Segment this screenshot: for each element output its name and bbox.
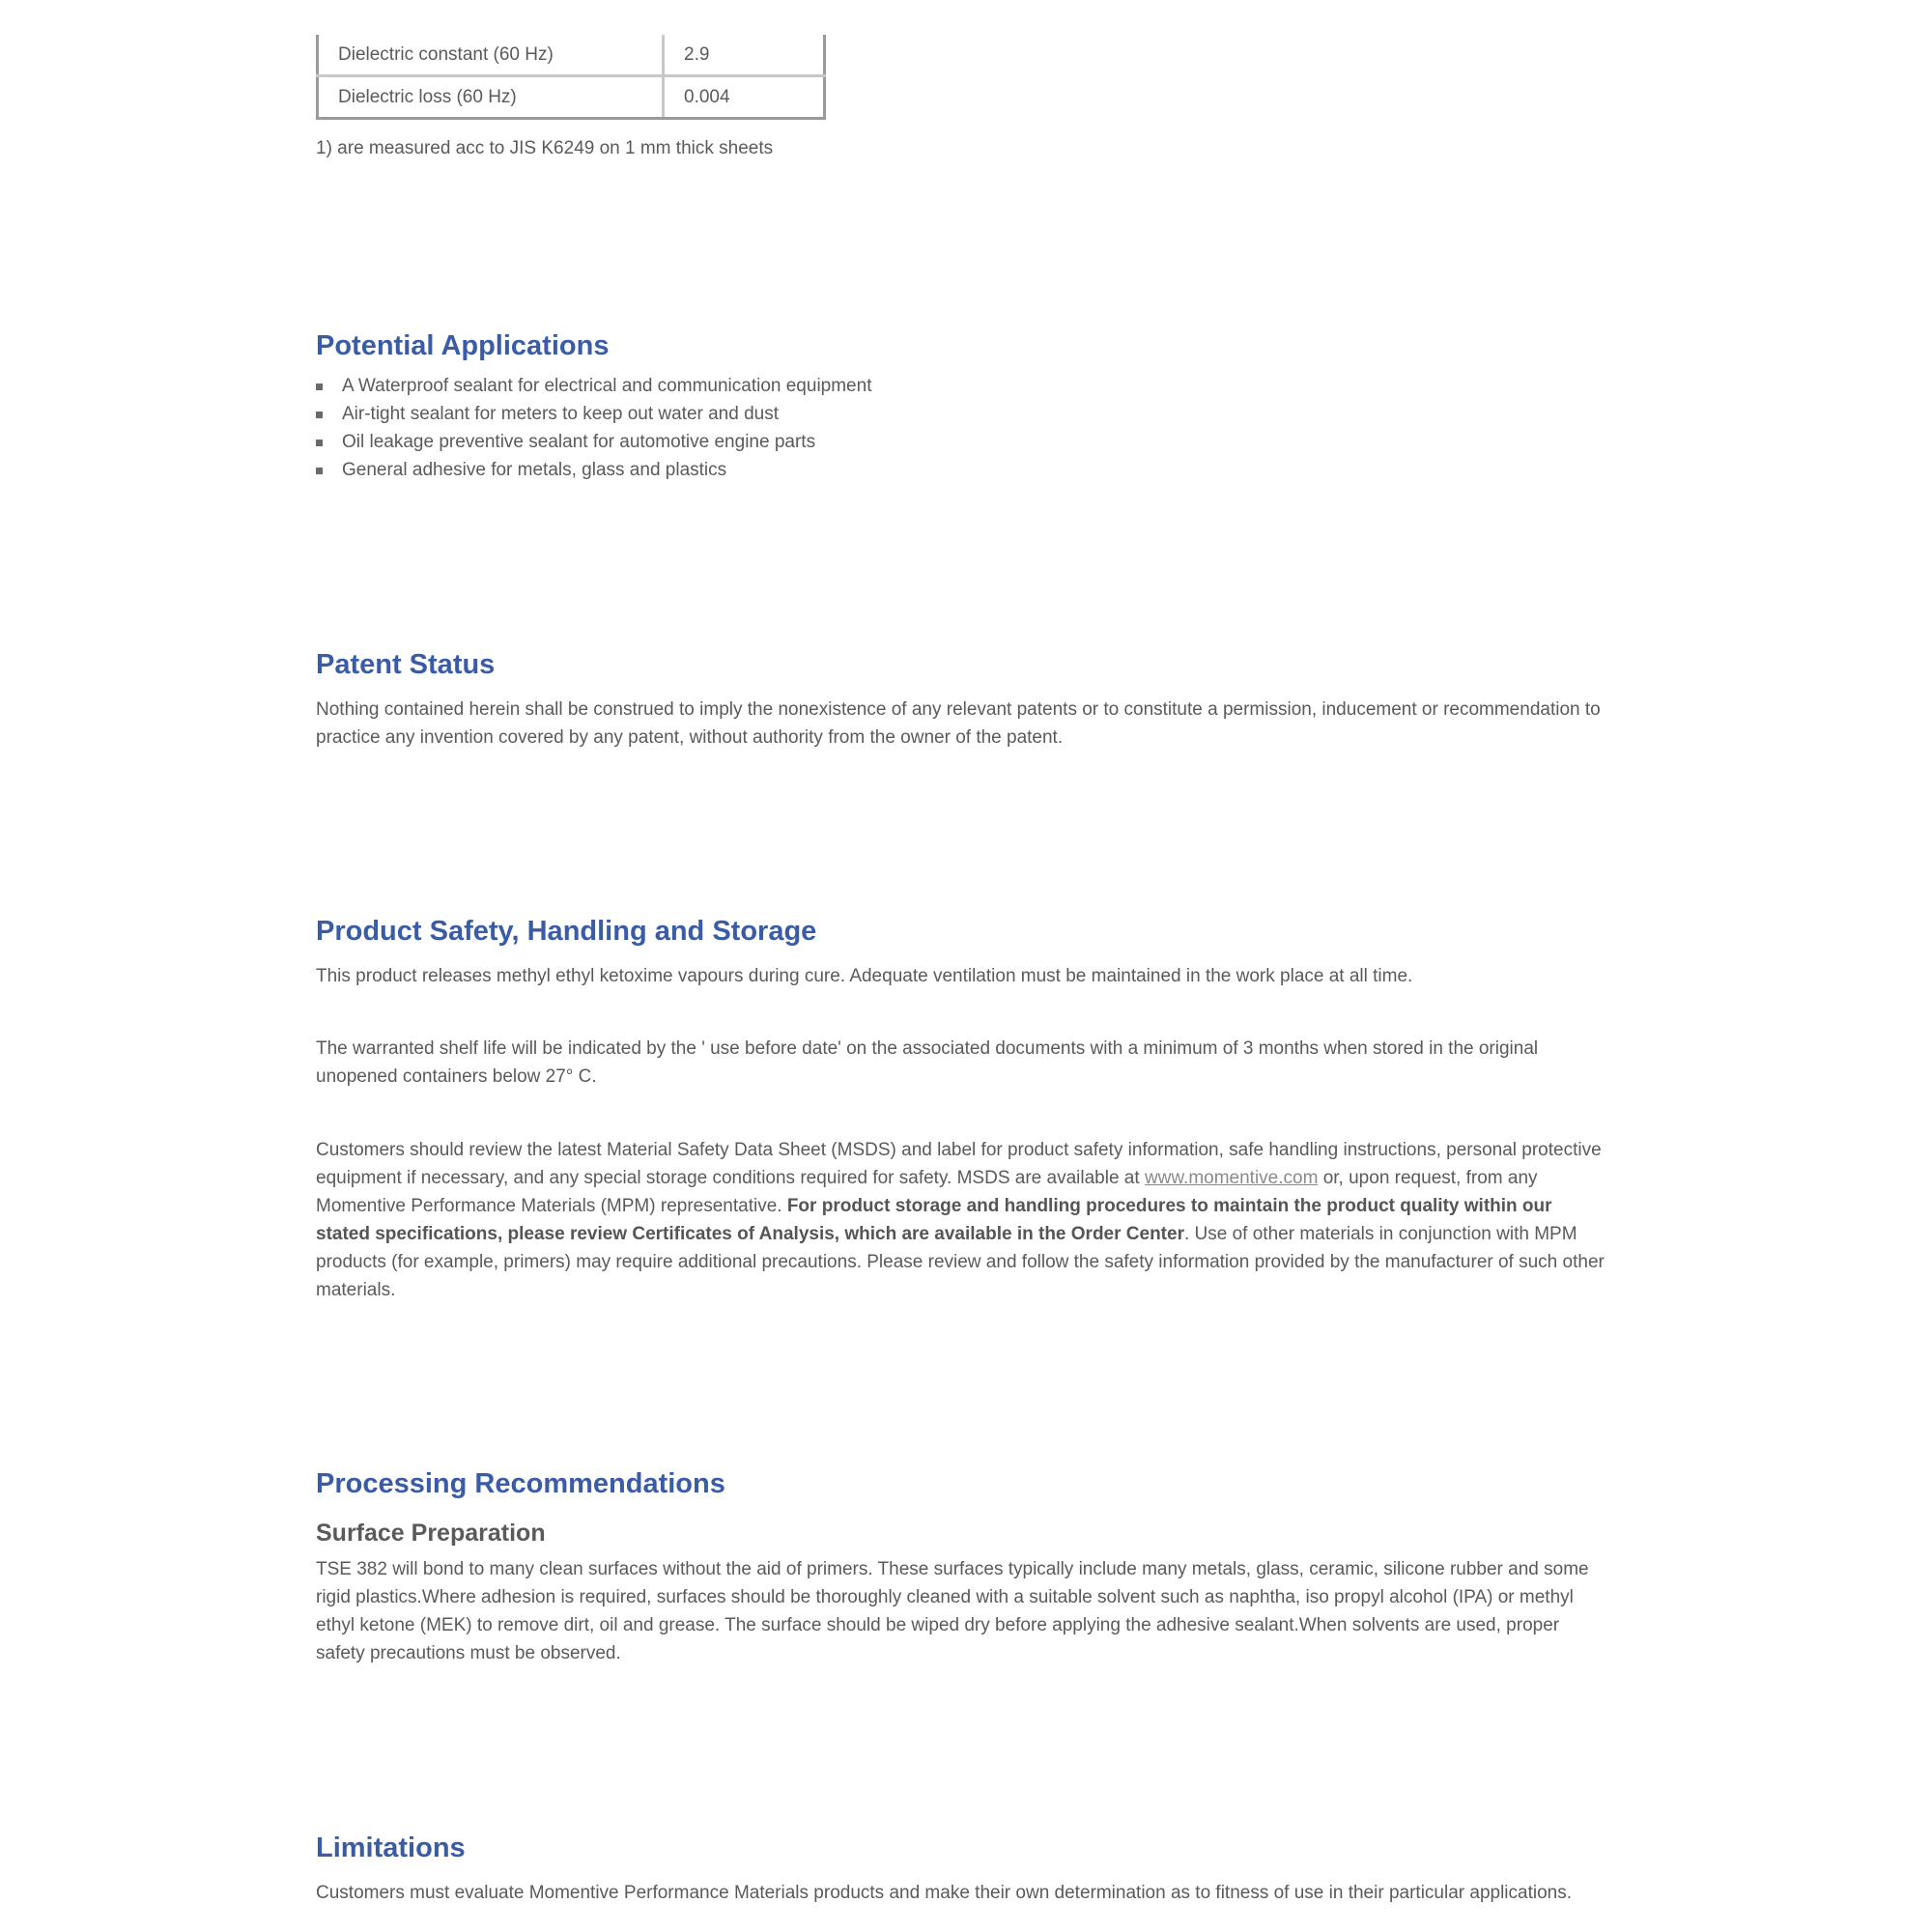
limitations-text: Customers must evaluate Momentive Performance Materials products and make their own determination as to fitness of use in their particular applications. [316,1883,1572,1903]
list-item [316,372,871,400]
applications-list [316,372,871,484]
safety-text-bold: For product storage and handling procedures to maintain the product quality within our stated specifications, please review Certificates of Analysis, which are available in the Order Center [316,1196,1552,1244]
safety-text-mid: or, upon request, from any Momentive Performance Materials (MPM) representative. [316,1168,1538,1216]
list-item-text: Oil leakage preventive sealant for automotive engine parts [342,432,816,452]
list-item-text: Air-tight sealant for meters to keep out water and dust [342,404,780,424]
value-cell: 2.9 [664,35,825,76]
safety-paragraph-2: The warranted shelf life will be indicated by the ' use before date' on the associated documents with a minimum of 3 months when stored in the original unopened containers below 27° C. [316,1038,1539,1087]
safety-paragraph-3 [316,1136,1610,1304]
square-bullet-icon [316,384,323,390]
square-bullet-icon [316,468,323,474]
property-cell: Dielectric constant (60 Hz) [318,35,664,76]
square-bullet-icon [316,412,323,418]
square-bullet-icon [316,440,323,446]
surface-preparation-text: TSE 382 will bond to many clean surfaces without the aid of primers. These surfaces typically include many metals, glass, ceramic, silicone rubber and some rigid plastics.Where adhesion is required, surfaces should be thoroughly cleaned with a suitable solvent such as naphtha, iso propyl alcohol (IPA) or methyl ethyl ketone (MEK) to remove dirt, oil and grease. The surface should be wiped dry before applying the adhesive sealant.When solvents are used, proper safety precautions must be observed. [316,1559,1589,1663]
safety-paragraph-1: This product releases methyl ethyl ketoxime vapours during cure. Adequate ventilation must be maintained in the work place at all time. [316,966,1413,986]
processing-heading: Processing Recommendations [316,1468,725,1499]
safety-heading: Product Safety, Handling and Storage [316,916,817,947]
patent-text: Nothing contained herein shall be construed to imply the nonexistence of any relevant patents or to constitute a permission, inducement or recommendation to practice any invention covered by any patent, without authority from the owner of the patent. [316,699,1601,748]
patent-heading: Patent Status [316,649,496,680]
table-footnote: 1) are measured acc to JIS K6249 on 1 mm thick sheets [316,138,774,158]
list-item-text: A Waterproof sealant for electrical and communication equipment [342,376,872,396]
applications-heading: Potential Applications [316,330,610,361]
list-item [316,400,871,428]
list-item [316,428,871,456]
table-row [318,76,825,119]
list-item [316,456,871,484]
table-row [318,35,825,76]
momentive-website-link[interactable]: www.momentive.com [1144,1168,1319,1188]
properties-table [316,35,826,120]
safety-text-start: Customers should review the latest Material Safety Data Sheet (MSDS) and label for product safety information, safe handling instructions, personal protective equipment if necessary, and any special storage conditions required for safety. MSDS are available at [316,1140,1602,1188]
list-item-text: General adhesive for metals, glass and plastics [342,460,727,480]
limitations-heading: Limitations [316,1833,466,1863]
safety-text-end: . Use of other materials in conjunction with MPM products (for example, primers) may require additional precautions. Please review and follow the safety information provided by the manufacturer of such other materials. [316,1224,1605,1300]
value-cell: 0.004 [664,76,825,119]
property-cell: Dielectric loss (60 Hz) [318,76,664,119]
surface-preparation-subheading: Surface Preparation [316,1520,546,1547]
